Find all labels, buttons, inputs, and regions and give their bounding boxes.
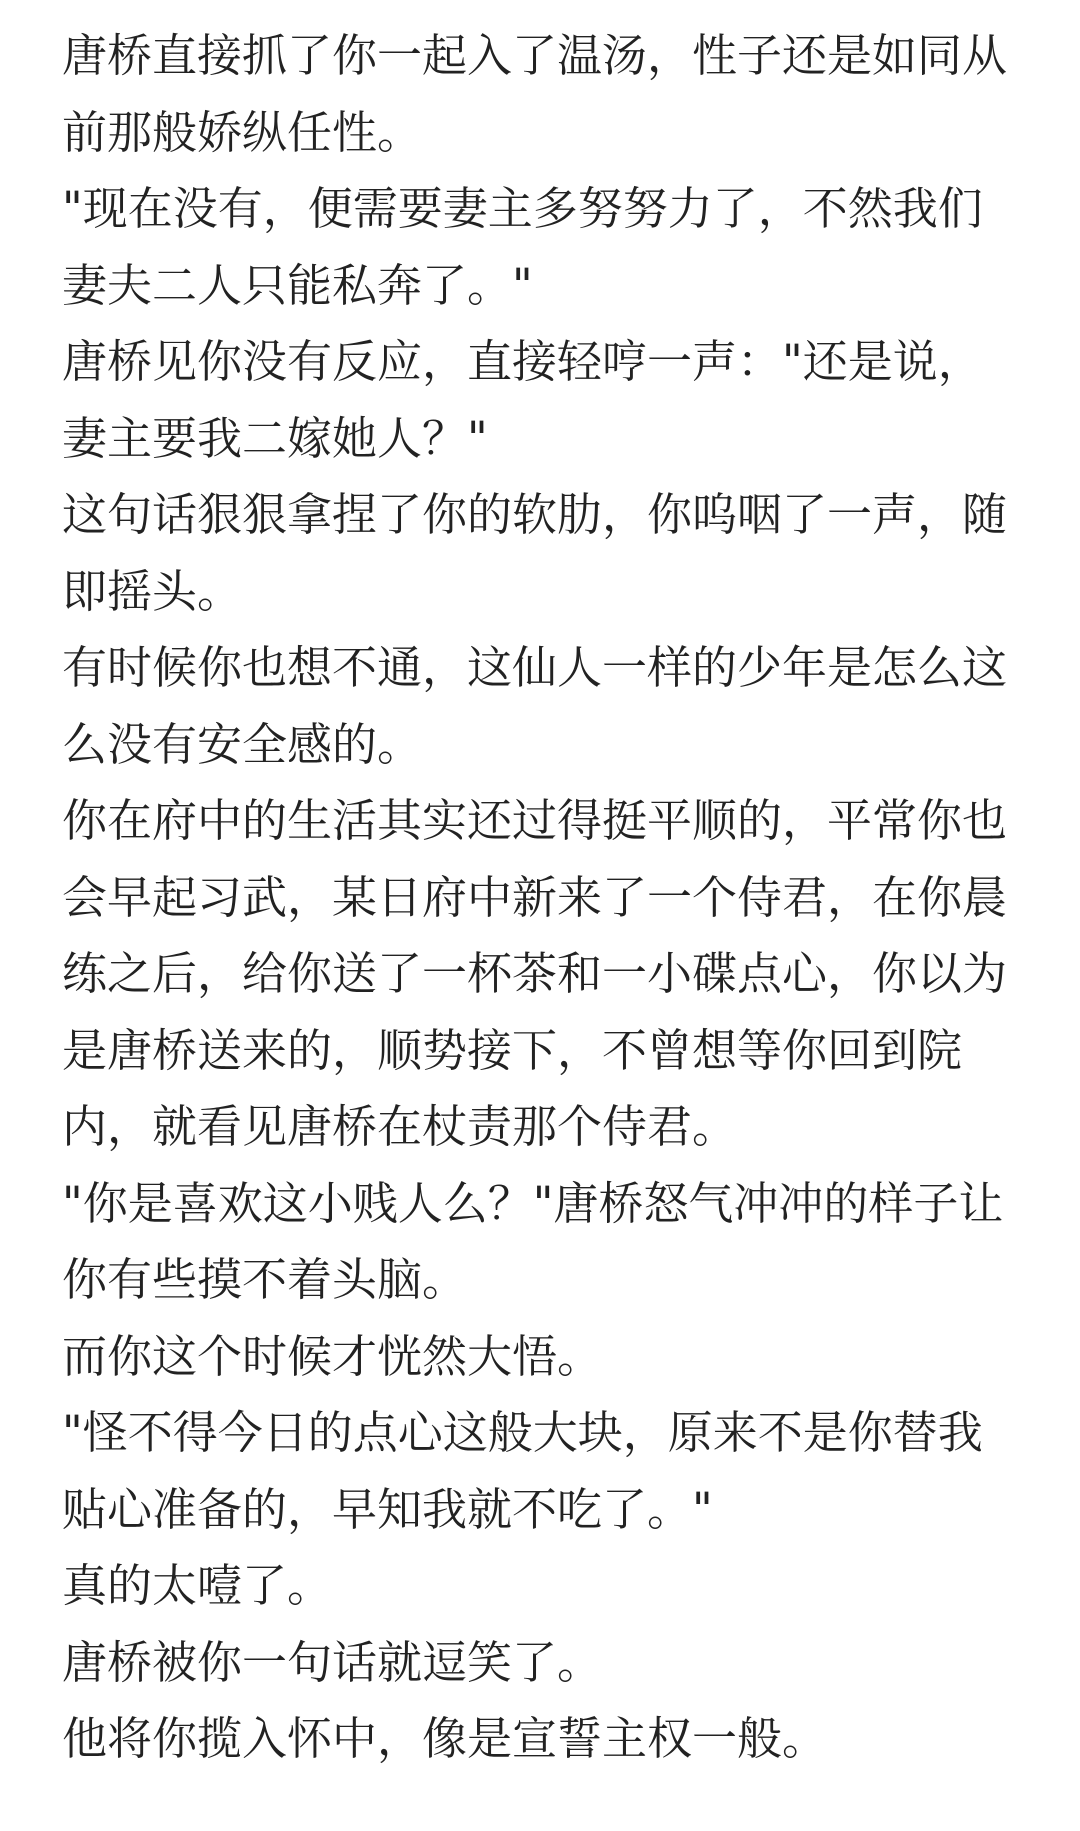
paragraph: 而你这个时候才恍然大悟。 [62,1329,603,1383]
paragraph: 唐桥见你没有反应，直接轻哼一声："还是说，妻主要我二嫁她人？" [62,335,983,465]
paragraph: 他将你揽入怀中，像是宣誓主权一般。 [62,1712,828,1765]
paragraph: "现在没有，便需要妻主多努努力了，不然我们妻夫二人只能私奔了。" [62,182,983,312]
paragraph: "你是喜欢这小贱人么？"唐桥怒气冲冲的样子让你有些摸不着头脑。 [62,1176,1004,1306]
paragraph: "怪不得今日的点心这般大块，原来不是你替我贴心准备的，早知我就不吃了。" [62,1406,983,1536]
paragraph: 有时候你也想不通，这仙人一样的少年是怎么这么没有安全感的。 [62,641,1008,771]
paragraph: 这句话狠狠拿捏了你的软肋，你呜咽了一声，随即摇头。 [62,488,1008,618]
paragraph: 唐桥被你一句话就逗笑了。 [62,1635,603,1689]
paragraph: 真的太噎了。 [62,1559,333,1612]
paragraph: 你在府中的生活其实还过得挺平顺的，平常你也会早起习武，某日府中新来了一个侍君，在你晨练之后，给你送了一杯茶和一小碟点心，你以为是唐桥送来的，顺势接下，不曾想等你回到院内，就看见唐桥在杖责那个侍君。 [62,794,1008,1153]
paragraph: 唐桥直接抓了你一起入了温汤，性子还是如同从前那般娇纵任性。 [62,29,1008,159]
